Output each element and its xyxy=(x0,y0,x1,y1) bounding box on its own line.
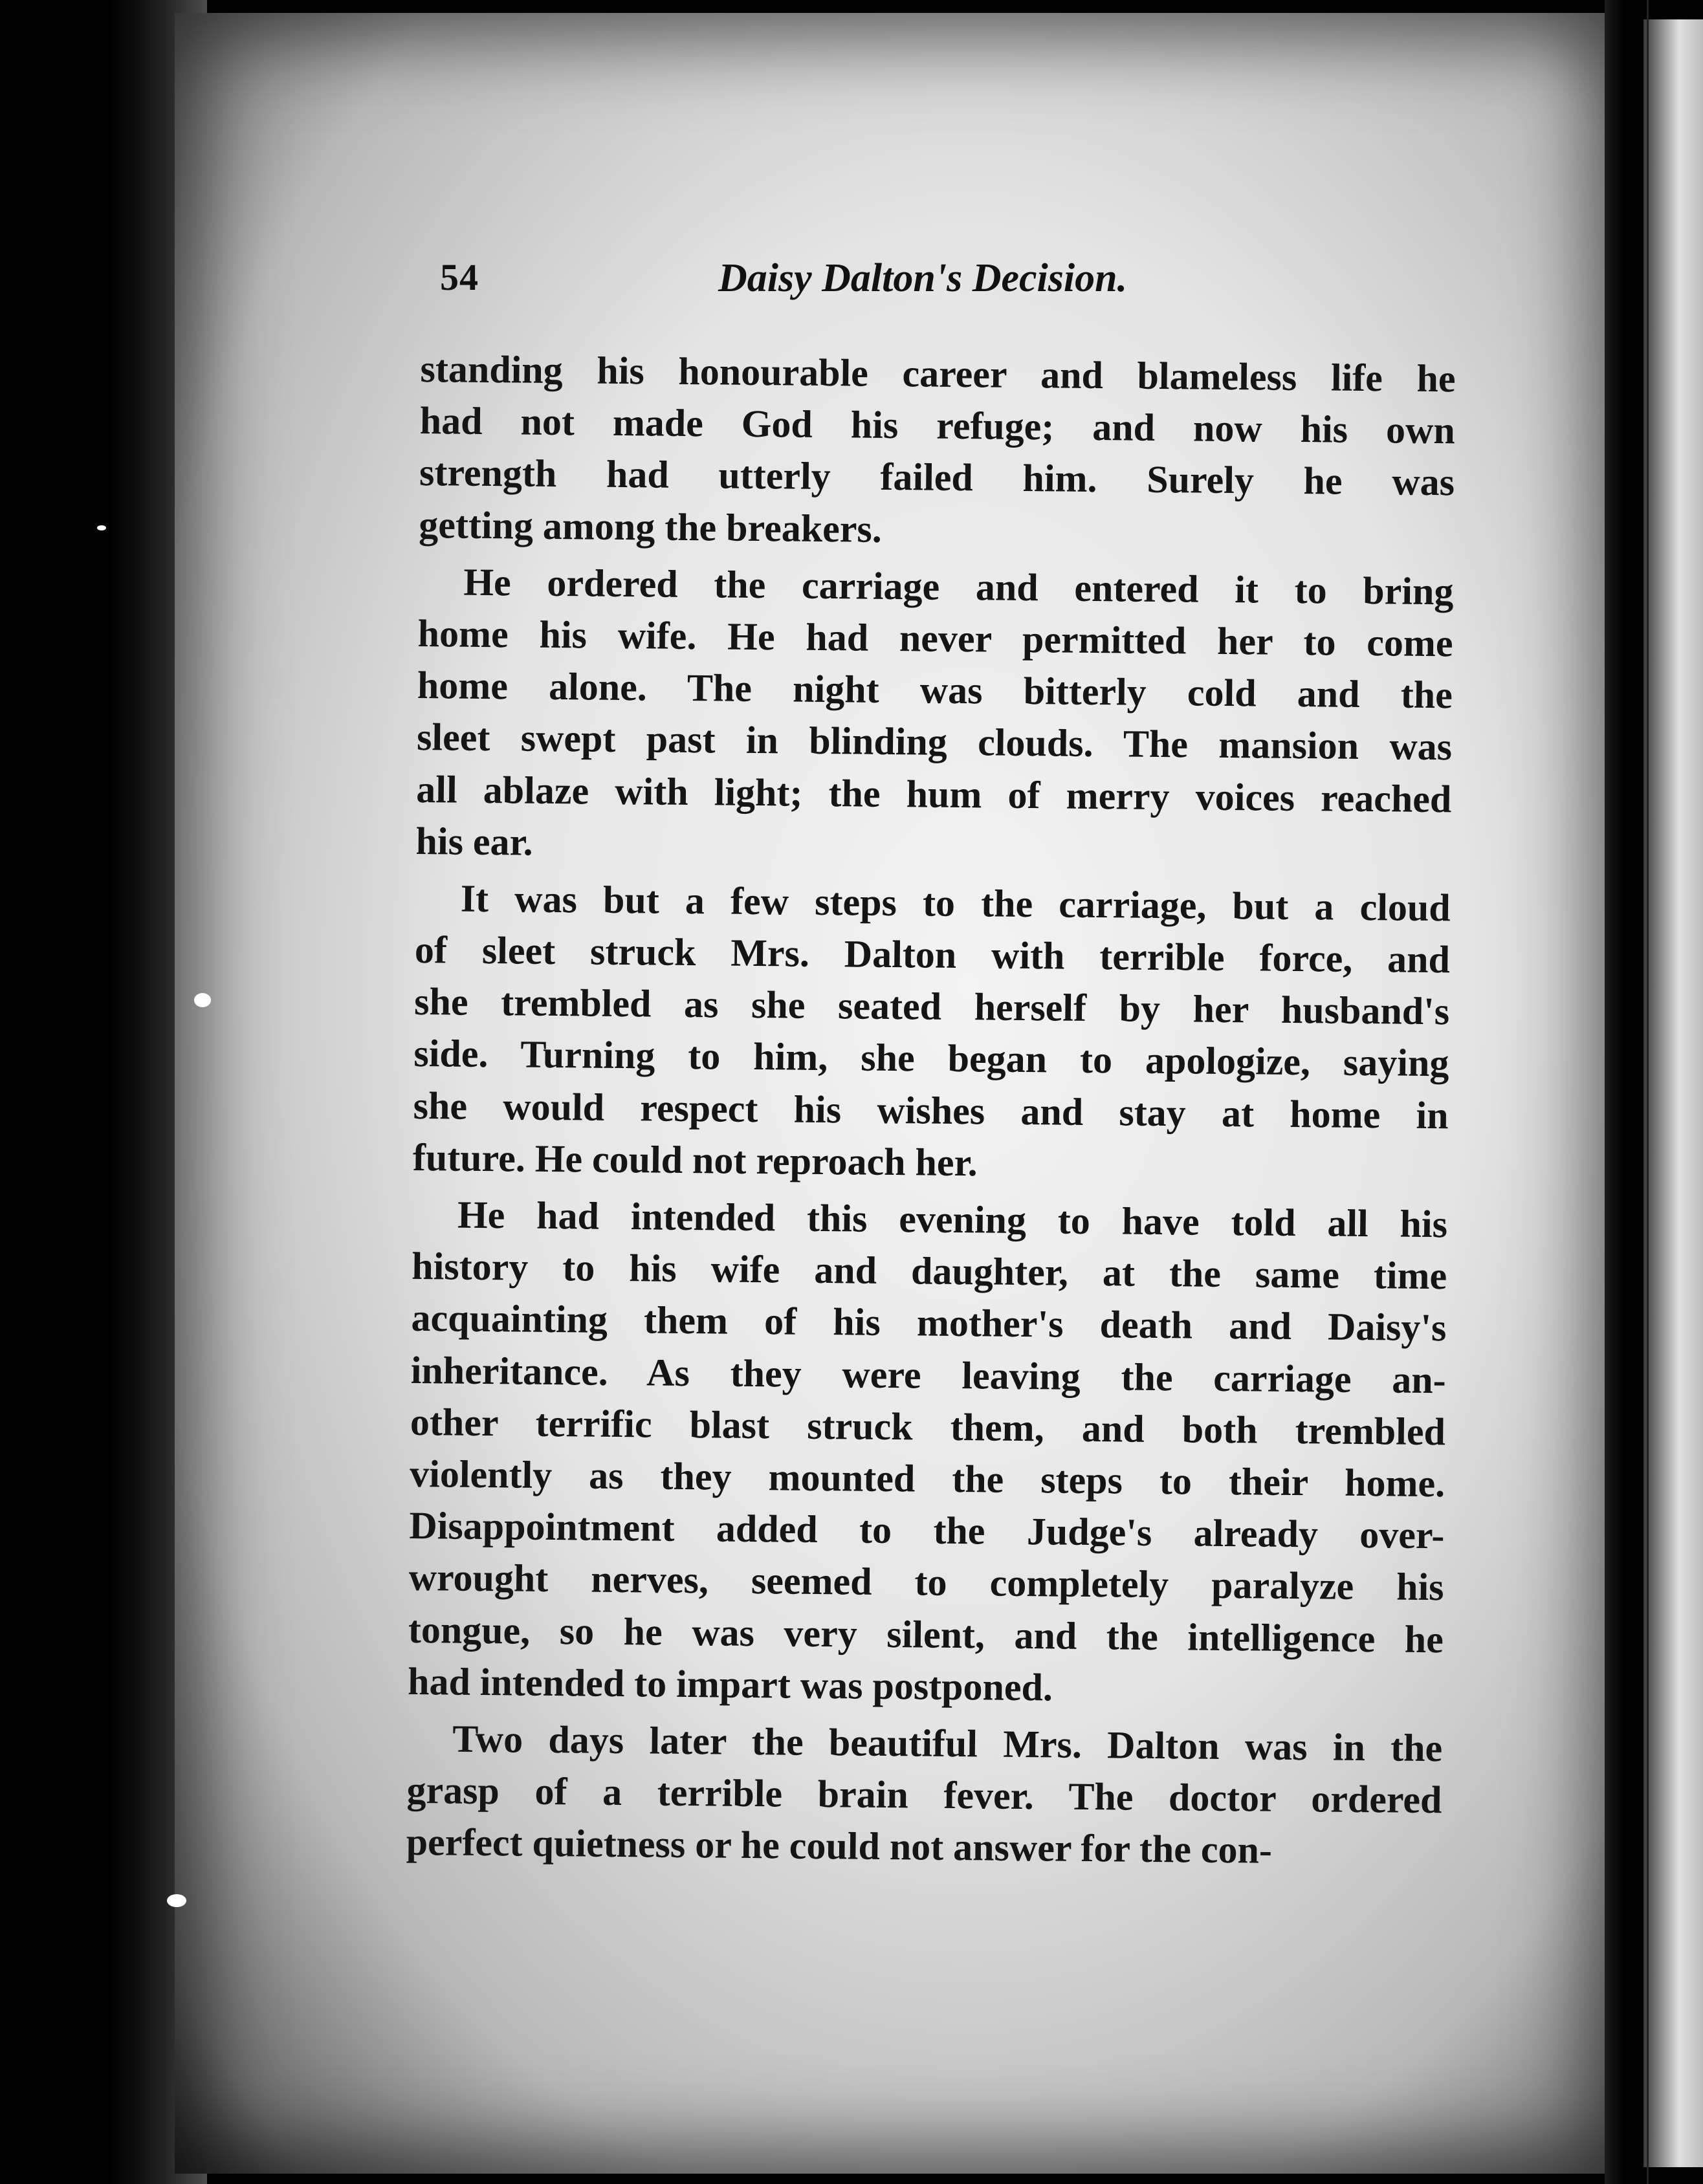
text-line: she trembled as she seated herself by her husband's xyxy=(413,980,1450,1033)
text-line: perfect quietness or he could not answer for the con- xyxy=(406,1820,1273,1872)
text-line: It was but a few steps to the carriage, but a cloud xyxy=(460,877,1451,930)
text-line: inheritance. As they were leaving the carriage an- xyxy=(410,1348,1447,1401)
body-text xyxy=(406,343,1456,1878)
text-line: side. Turning to him, she began to apologize, saying xyxy=(413,1032,1449,1085)
text-line: of sleet struck Mrs. Dalton with terrible force, and xyxy=(414,928,1451,981)
paragraph xyxy=(408,1188,1448,1717)
text-line: wrought nerves, seemed to completely paralyze his xyxy=(408,1556,1444,1609)
page-number: 54 xyxy=(440,256,479,298)
text-line: He ordered the carriage and entered it to bring xyxy=(463,560,1454,613)
adjacent-page-edge xyxy=(1643,19,1703,2167)
text-line: his ear. xyxy=(415,819,534,864)
text-line: had not made God his refuge; and now his own xyxy=(419,399,1456,452)
scan-speck xyxy=(167,1894,186,1907)
text-line: home alone. The night was bitterly cold and the xyxy=(417,664,1453,717)
text-line: she would respect his wishes and stay at home in xyxy=(413,1084,1449,1137)
text-line: violently as they mounted the steps to their home. xyxy=(409,1452,1445,1505)
text-line: all ablaze with light; the hum of merry voices reached xyxy=(416,767,1452,820)
page-header xyxy=(440,256,1249,314)
text-line: other terrific blast struck them, and both trembled xyxy=(410,1400,1446,1454)
text-line: history to his wife and daughter, at the same time xyxy=(411,1245,1447,1298)
text-line: had intended to impart was postponed. xyxy=(407,1659,1053,1709)
scan-speck xyxy=(194,993,211,1007)
running-title: Daisy Dalton's Decision. xyxy=(718,256,1128,300)
text-line: home his wife. He had never permitted her to come xyxy=(417,611,1453,665)
text-line: grasp of a terrible brain fever. The doctor ordered xyxy=(406,1768,1442,1822)
text-line: getting among the breakers. xyxy=(418,503,883,551)
paragraph xyxy=(413,872,1451,1193)
text-line: strength had utterly failed him. Surely he was xyxy=(419,451,1455,504)
text-line: future. He could not reproach her. xyxy=(412,1135,978,1185)
text-line: tongue, so he was very silent, and the intelligence he xyxy=(408,1608,1444,1661)
scan-speck xyxy=(97,525,106,530)
paragraph xyxy=(419,343,1456,560)
paragraph xyxy=(406,1712,1442,1878)
text-line: standing his honourable career and blameless life he xyxy=(420,347,1456,400)
text-line: Disappointment added to the Judge's already over- xyxy=(409,1504,1445,1557)
page-edge-shadow xyxy=(1605,0,1624,2184)
text-line: sleet swept past in blinding clouds. The mansion was xyxy=(416,715,1453,769)
paragraph xyxy=(415,556,1454,877)
gutter-line xyxy=(1647,0,1649,2184)
text-line: Two days later the beautiful Mrs. Dalton was in the xyxy=(452,1717,1443,1770)
text-line: acquainting them of his mother's death and Daisy's xyxy=(411,1296,1447,1349)
text-line: He had intended this evening to have told all his xyxy=(457,1193,1448,1246)
